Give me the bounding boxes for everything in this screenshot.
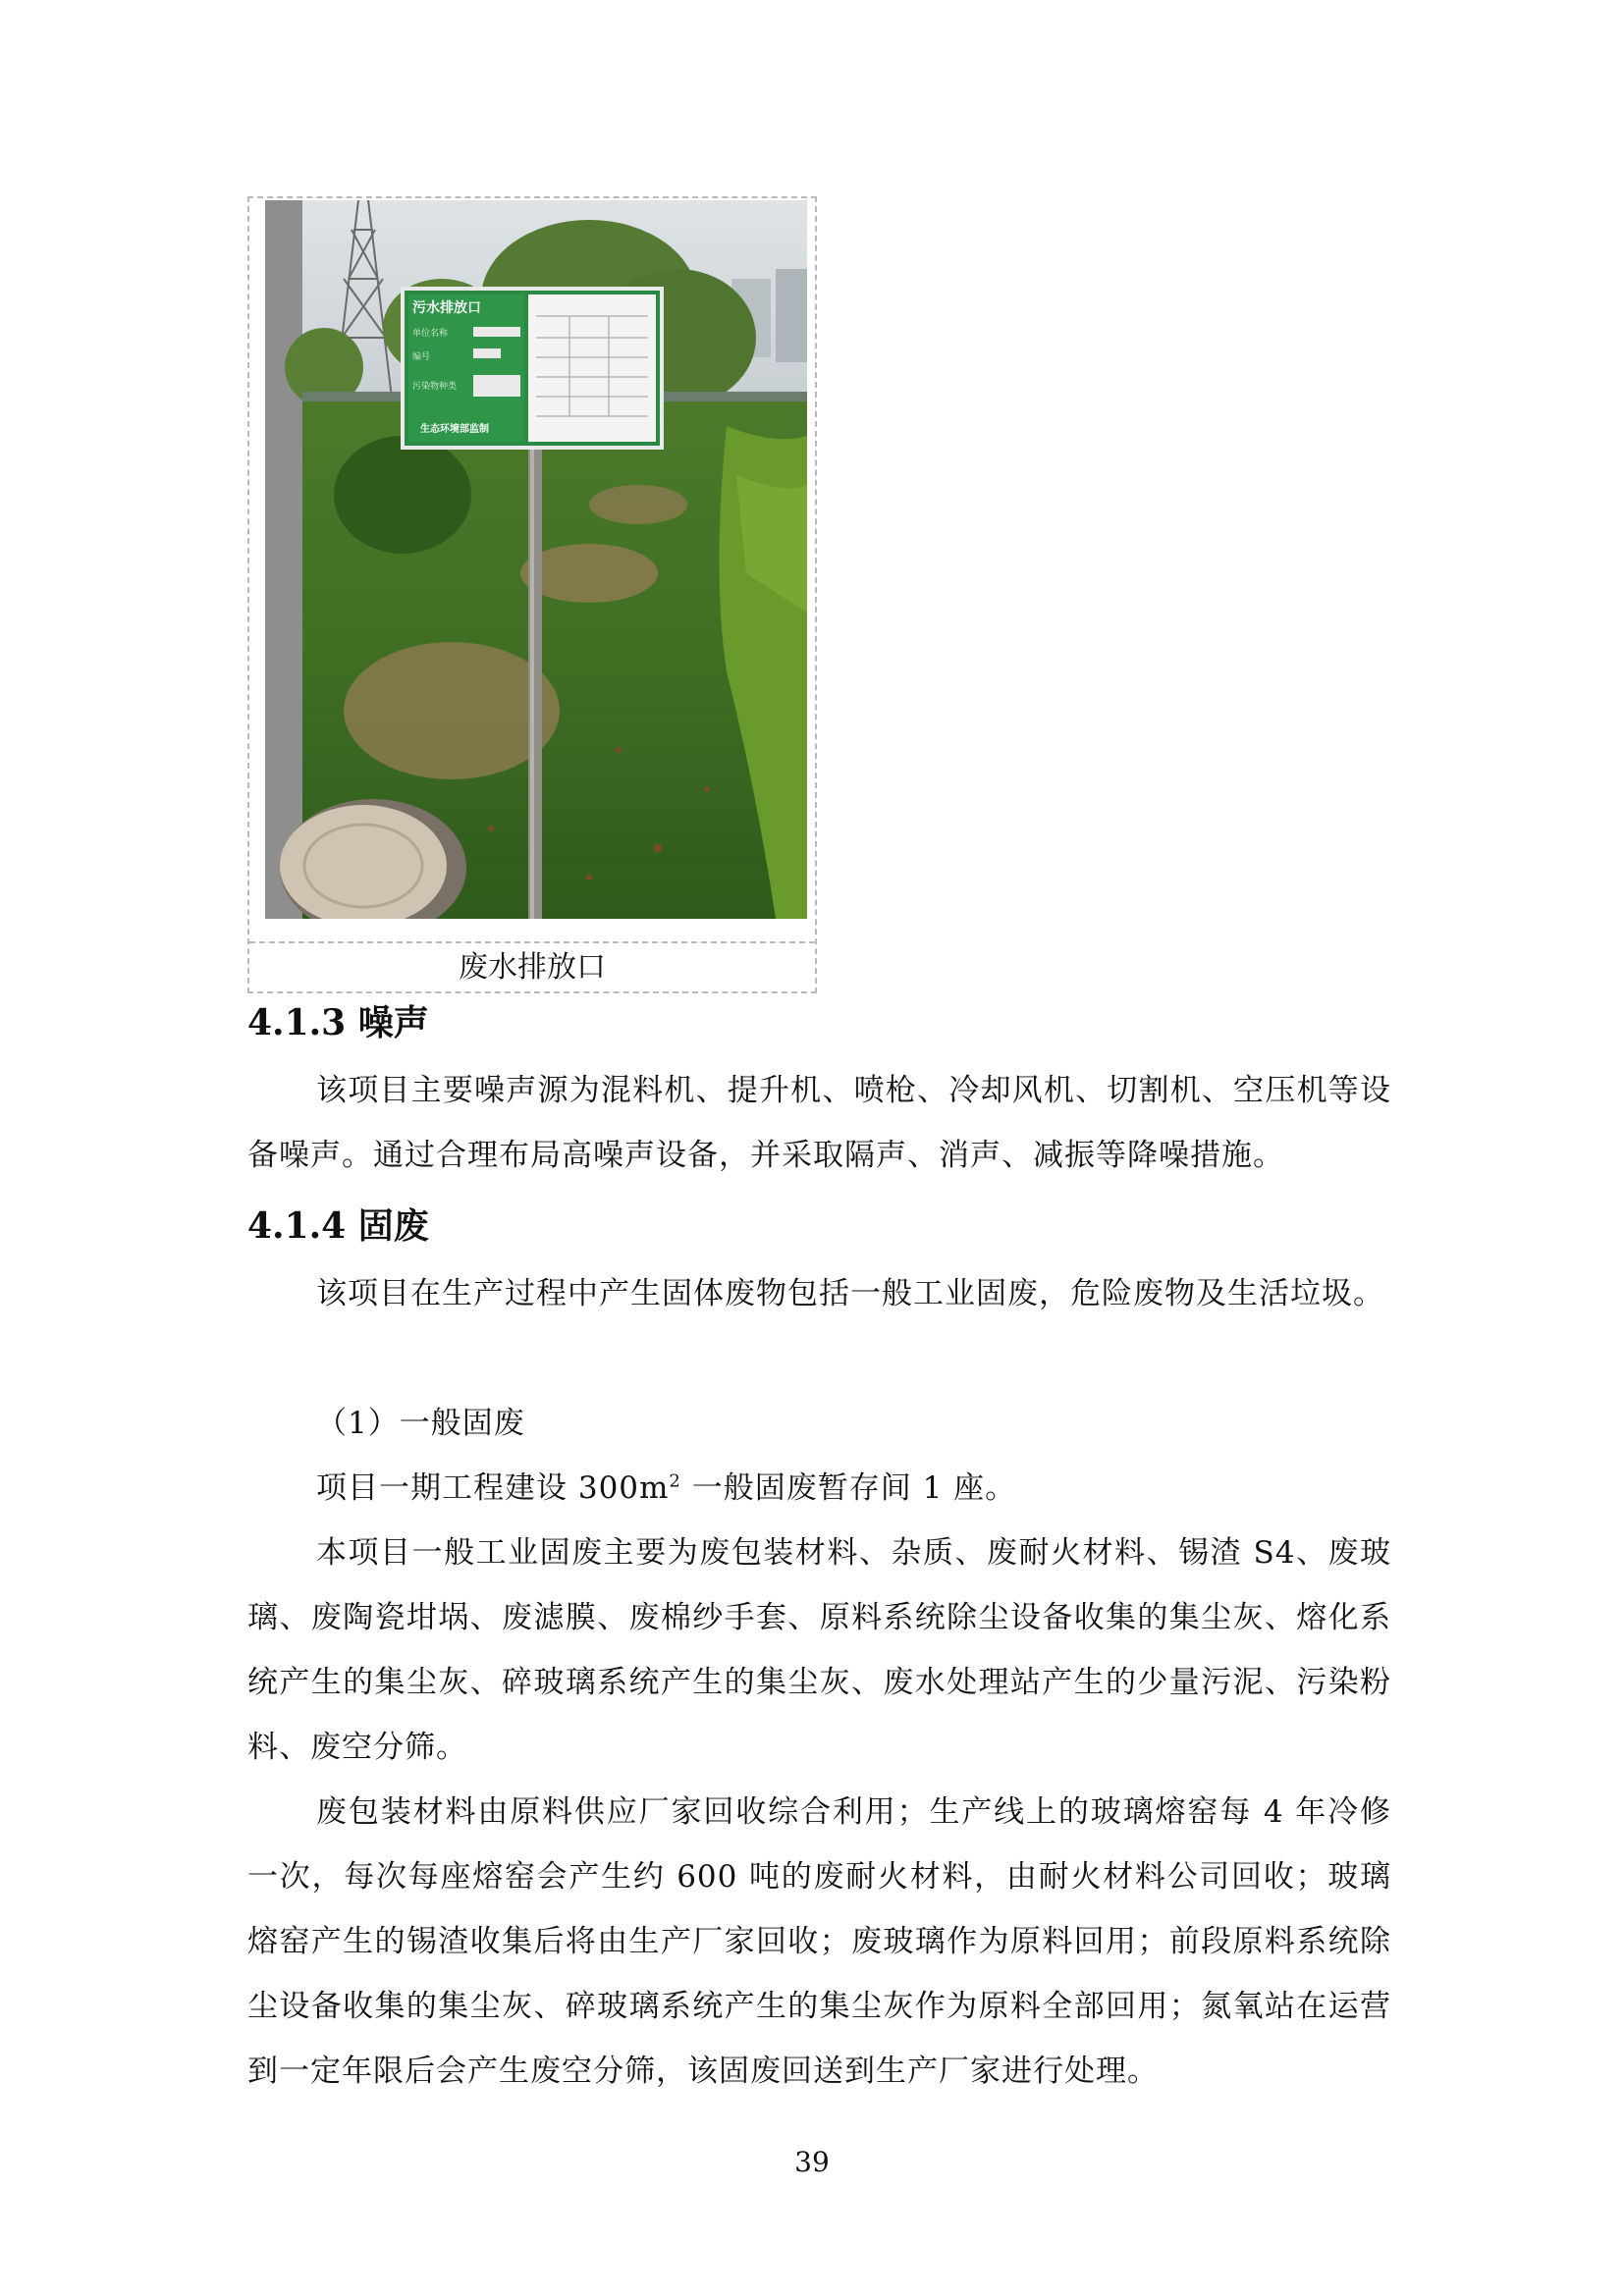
general-waste-subheading: （1）一般固废 (316, 1406, 525, 1441)
noise-paragraph: 该项目主要噪声源为混料机、提升机、喷枪、冷却风机、切割机、空压机等设备噪声。通过合理布局高噪声设备，并采取隔声、消声、减振等降噪措施。 (247, 1073, 1391, 1173)
heading-4-1-3: 4.1.3 噪声 (247, 1002, 429, 1043)
figure-caption: 废水排放口 (249, 941, 815, 992)
outlet-photo (265, 200, 807, 919)
sign-row-number: 编号 (412, 352, 431, 362)
storage-paragraph (247, 1456, 1391, 1521)
sign-row-unit: 单位名称 (412, 329, 449, 339)
solid-waste-intro: 该项目在生产过程中产生固体废物包括一般工业固废，危险废物及生活垃圾。 (316, 1276, 1384, 1311)
heading-4-1-4: 4.1.4 固废 (247, 1205, 429, 1247)
waste-types-paragraph: 本项目一般工业固废主要为废包装材料、杂质、废耐火材料、锡渣 S4、废玻璃、废陶瓷坩埚、废滤膜、废棉纱手套、原料系统除尘设备收集的集尘灰、熔化系统产生的集尘灰、碎玻璃系统产生的集尘灰、废水处理站产生的少量污泥、污染粉料、废空分筛。 (247, 1535, 1391, 1765)
waste-disposal-paragraph: 废包装材料由原料供应厂家回收综合利用；生产线上的玻璃熔窑每 4 年冷修一次，每次每座熔窑会产生约 600 吨的废耐火材料，由耐火材料公司回收；玻璃熔窑产生的锡渣收集后将由生产厂家回收；废玻璃作为原料回用；前段原料系统除尘设备收集的集尘灰、碎玻璃系统产生的集尘灰作为原料全部回用；氮氧站在运营到一定年限后会产生废空分筛，该固废回送到生产厂家进行处理。 (247, 1794, 1391, 2089)
figure-frame (247, 196, 817, 993)
storage-text-before: 项目一期工程建设 300m (316, 1470, 670, 1506)
storage-unit-sup: 2 (669, 1470, 681, 1492)
sign-row-pollutant: 污染物种类 (412, 382, 458, 392)
storage-text-after: 一般固废暂存间 1 座。 (680, 1470, 1017, 1506)
page-number: 39 (794, 2146, 830, 2178)
sign-title: 污水排放口 (412, 300, 481, 316)
sign-footer: 生态环境部监制 (420, 424, 489, 435)
